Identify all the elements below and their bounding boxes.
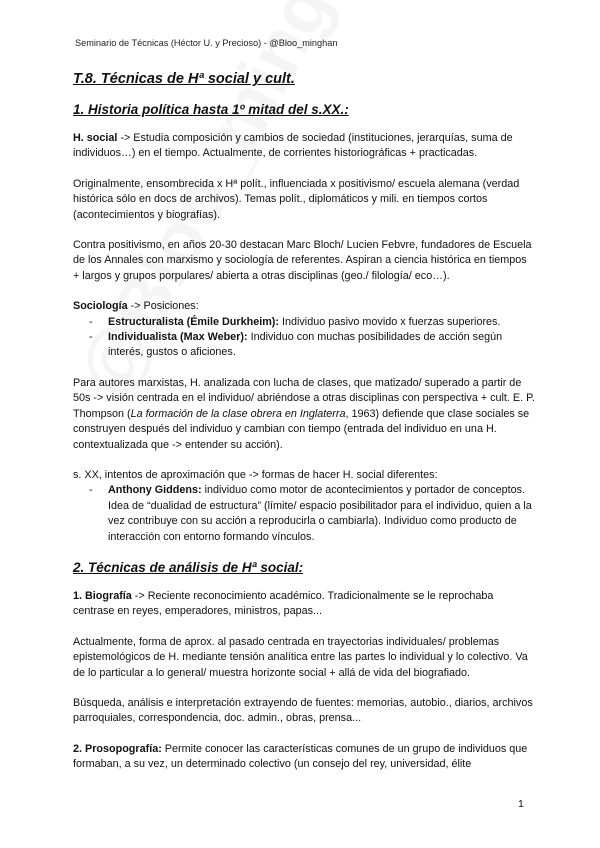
paragraph-marxistas bbox=[73, 376, 535, 453]
list-item-text: Individuo pasivo movido x fuerzas superiores. bbox=[279, 315, 501, 328]
paragraph-busqueda: Búsqueda, análisis e interpretación extrayendo de fuentes: memorias, autobio., diarios, archivos parroquiales, correspondencia, doc. admin., obras, prensa... bbox=[73, 696, 533, 725]
list-item bbox=[73, 483, 535, 545]
giddens-block bbox=[73, 468, 535, 545]
list-item-text: Individuo con muchas posibilidades de acción según interés, gustos o aficiones. bbox=[108, 331, 503, 359]
book-title: La formación de la clase obrera en Inglaterra bbox=[130, 407, 346, 420]
paragraph-biografia bbox=[73, 589, 535, 620]
page-number: 1 bbox=[518, 798, 524, 810]
term-prosopografia: 2. Prosopografía: bbox=[73, 742, 162, 755]
document-title: T.8. Técnicas de Hª social y cult. bbox=[73, 71, 295, 87]
paragraph-text: , 1963) defiende que clase sociales se construyen después del individuo y cambian con tiempo (entrada del individuo en una H. contextualizada que -> entender su acción). bbox=[73, 407, 530, 451]
term-biografia: 1. Biografía bbox=[73, 589, 132, 602]
list-item-term: Individualista (Max Weber): bbox=[108, 331, 248, 344]
document-body bbox=[73, 71, 535, 788]
paragraph-h-social bbox=[73, 131, 535, 162]
list-item-term: Estructuralista (Émile Durkheim): bbox=[108, 315, 279, 328]
list-item bbox=[73, 315, 535, 330]
page-header: Seminario de Técnicas (Héctor U. y Precioso) - @Bloo_minghan bbox=[75, 38, 338, 48]
list-item-text: individuo como motor de acontecimientos y portador de conceptos. Idea de “dualidad de estructura” (límite/ espacio posibilitador para el individuo, quien a la vez contribuye con su acción a reproducirla o cambiarla). Individuo como producto de interacción con entorno formando vínculos. bbox=[108, 484, 532, 543]
sociologia-line bbox=[73, 299, 535, 314]
list-item-term: Anthony Giddens: bbox=[108, 484, 202, 497]
list-item bbox=[73, 330, 535, 361]
sociologia-block bbox=[73, 299, 535, 361]
paragraph-prosopografia bbox=[73, 742, 535, 773]
paragraph-text: -> Reciente reconocimiento académico. Tradicionalmente se le reprochaba centrase en reyes, emperadores, ministros, papas... bbox=[73, 589, 494, 618]
giddens-list bbox=[73, 483, 535, 545]
paragraph-text: Permite conocer las características comunes de un grupo de individuos que formaban, a su vez, un determinado colectivo (un consejo del rey, universidad, élite bbox=[73, 742, 528, 771]
paragraph-text: Para autores marxistas, H. analizada con lucha de clases, que matizado/ superado a partir de 50s -> visión centrada en el individuo/ abriéndose a otras disciplinas con perspectiva + cult. E. P. Thompson ( bbox=[73, 376, 535, 420]
section-2-heading: 2. Técnicas de análisis de Hª social: bbox=[73, 559, 304, 575]
section-1-heading: 1. Historia política hasta 1º mitad del s.XX.: bbox=[73, 102, 349, 117]
paragraph-text: -> Estudia composición y cambios de sociedad (instituciones, jerarquías, suma de individuos…) en el tiempo. Actualmente, de corrientes historiográficas + practicadas. bbox=[73, 132, 513, 160]
giddens-intro: s. XX, intentos de aproximación que -> formas de hacer H. social diferentes: bbox=[73, 468, 438, 481]
paragraph-originalmente: Originalmente, ensombrecida x Hª polít., influenciada x positivismo/ escuela alemana (verdad histórica sólo en docs de archivos). Temas polít., diplomáticos y mili. en tiempos cortos (acontecimientos y biografías). bbox=[73, 177, 520, 221]
term-h-social: H. social bbox=[73, 132, 118, 144]
sociologia-list bbox=[73, 315, 535, 361]
term-sociologia: Sociología bbox=[73, 300, 128, 313]
paragraph-actualmente: Actualmente, forma de aprox. al pasado centrada en trayectorias individuales/ problemas epistemológicos de H. mediante tensión analítica entre las partes lo individual y lo colectivo. Va de lo particular a lo general/ muestra horizonte social + allá de vida del biografiado. bbox=[73, 635, 528, 679]
sociologia-text: -> Posiciones: bbox=[127, 300, 199, 313]
paragraph-contra-positivismo: Contra positivismo, en años 20-30 destacan Marc Bloch/ Lucien Febvre, fundadores de Escuela de los Annales con marxismo y sociología de referentes. Aspiran a ciencia histórica en tiempos + largos y grupos porpulares/ abierta a otras disciplinas (geo./ filología/ eco…). bbox=[73, 239, 532, 282]
